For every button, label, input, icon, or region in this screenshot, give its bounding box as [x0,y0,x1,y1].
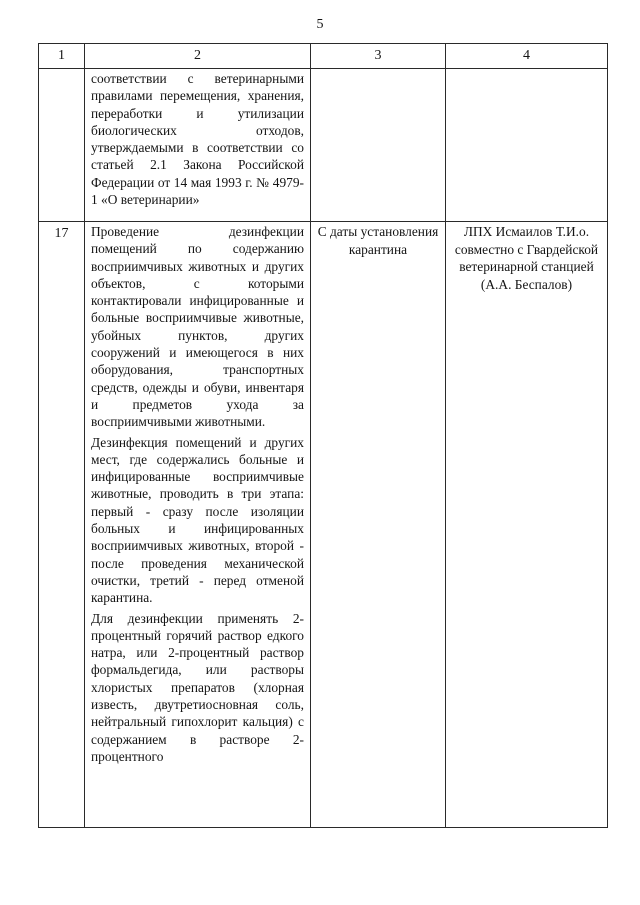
table-row [39,222,608,828]
table-row [39,69,608,222]
term-cell [311,222,446,828]
header-cell-1: 1 [39,44,85,69]
row-number-cell [39,222,85,828]
row-number: 17 [54,226,69,241]
responsible-cell [446,222,608,828]
measures-table [38,43,608,828]
responsible-cell [446,69,608,222]
description-paragraph: Дезинфекция помещений и других мест, где содержались больные и инфицированные восприимчивые животные, проводить в три этапа: первый - сразу после изоляции больных и инфицированных восприимчивых животных, второй - после проведения механической очистки, третий - перед отменой карантина. [91,434,304,606]
description-cell [85,69,311,222]
description-text: соответствии с ветеринарными правилами перемещения, хранения, переработки и утилизации биологических отходов, утверждаемыми в соответствии со статьей 2.1 Закона Российской Федерации от 14 мая 1993 г. № 4979-1 «О ветеринарии» [91,71,304,208]
term-cell [311,69,446,222]
description-paragraph: Для дезинфекции применять 2-процентный горячий раствор едкого натра, или 2-процентный раствор формальдегида, или растворы хлористых препаратов (хлорная известь, двутретиосновная соль, нейтральный гипохлорит кальция) с содержанием в растворе 2-процентного [91,610,304,764]
description-cell [85,222,311,828]
header-cell-3: 3 [311,44,446,69]
description-paragraph: Проведение дезинфекции помещений по содержанию восприимчивых животных и других объектов, с которыми контактировали инфицированные и больные восприимчивые животные, убойных пунктов, других сооружений и имеющегося в них оборудования, транспортных средств, одежды и обуви, инвентаря и предметов ухода за восприимчивыми животными. [91,224,304,430]
header-cell-2: 2 [85,44,311,69]
page-number: 5 [316,17,324,32]
term-text: С даты установления карантина [317,224,439,257]
header-cell-4: 4 [446,44,608,69]
row-number-cell [39,69,85,222]
responsible-text: ЛПХ Исмаилов Т.И.о. совместно с Гвардейской ветеринарной станцией (А.А. Беспалов) [454,224,599,292]
table-header-row [39,44,608,69]
